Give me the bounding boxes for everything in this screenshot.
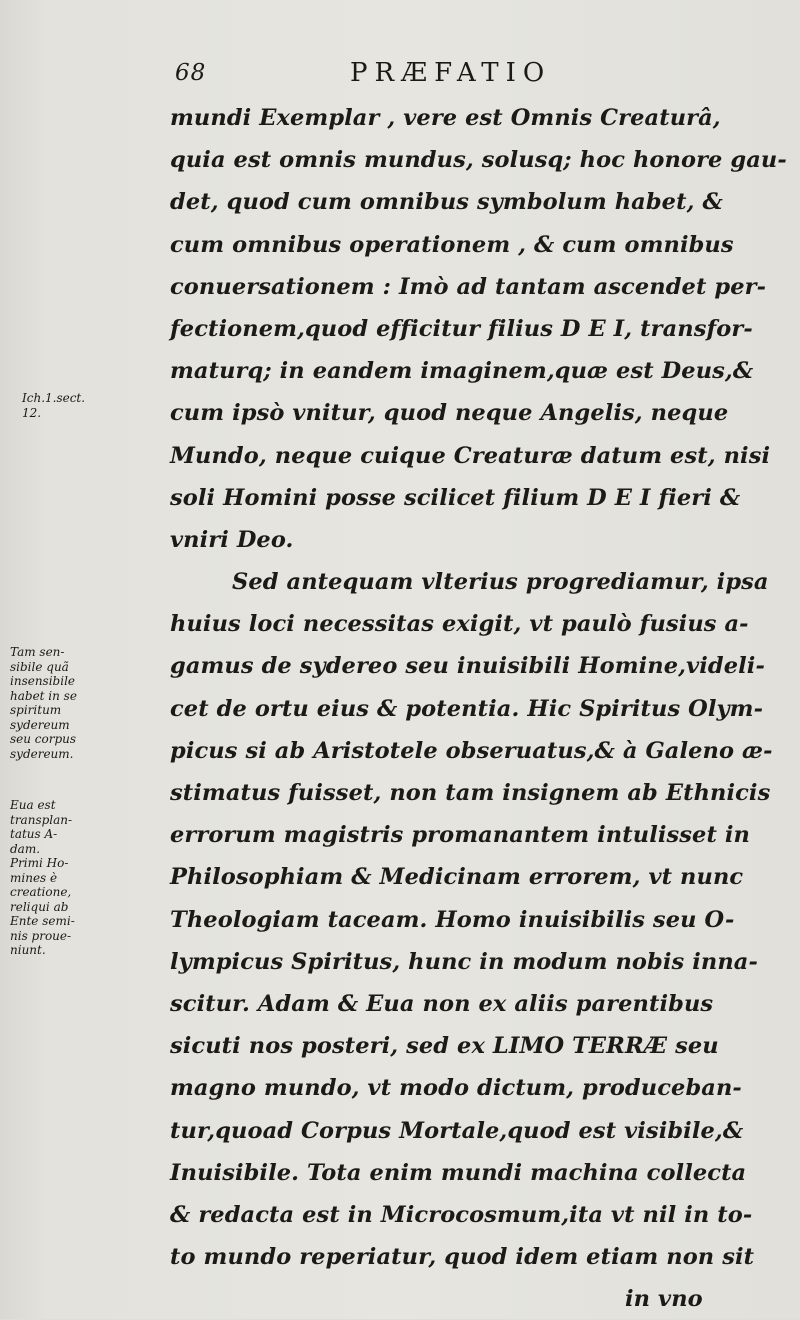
text-line: maturq; in eandem imaginem,quæ est Deus,& — [170, 358, 754, 385]
text-line: cum ipsò vnitur, quod neque Angelis, neque — [170, 400, 729, 427]
margin-note-line: sydereum — [10, 717, 70, 732]
text-line: lympicus Spiritus, hunc in modum nobis inna- — [170, 948, 758, 975]
text-line: picus si ab Aristotele obseruatus,& à Galeno æ- — [170, 737, 773, 764]
margin-note-reference — [22, 391, 85, 420]
text-line: Philosophiam & Medicinam errorem, vt nunc — [170, 864, 744, 891]
margin-note-line: tatus A- — [10, 827, 58, 841]
text-line: tur,quoad Corpus Mortale,quod est visibile,& — [170, 1117, 744, 1144]
margin-note-line: Ich.1.sect. — [22, 391, 86, 405]
paragraph-start-line: Sed antequam vlterius progrediamur, ipsa — [232, 569, 769, 596]
page-number: 68 — [175, 60, 207, 86]
text-line: Mundo, neque cuique Creaturæ datum est, nisi — [170, 442, 771, 469]
text-line: stimatus fuisset, non tam insignem ab Ethnicis — [170, 780, 771, 806]
text-line: vniri Deo. — [170, 526, 294, 553]
margin-note-line: habet in se — [10, 688, 77, 703]
text-line: Inuisibile. Tota enim mundi machina collecta — [170, 1159, 747, 1186]
catchword: in vno — [625, 1286, 703, 1313]
body-text — [170, 97, 790, 1320]
margin-note-line: transplan- — [10, 812, 73, 827]
page-header — [0, 58, 800, 98]
margin-note-line: Ente semi- — [10, 914, 75, 928]
text-line: mundi Exemplar , vere est Omnis Creaturâ, — [170, 105, 721, 131]
text-line: Theologiam taceam. Homo inuisibilis seu O- — [170, 906, 735, 933]
margin-note-line: spiritum — [10, 703, 62, 717]
margin-note-line: nis proue- — [10, 928, 72, 943]
margin-note-sensible — [10, 645, 77, 761]
margin-note-line: seu corpus — [10, 732, 77, 746]
text-line: huius loci necessitas exigit, vt paulò fusius a- — [170, 611, 749, 638]
text-line: soli Homini posse scilicet filium D E I fieri & — [170, 484, 741, 511]
text-line: & redacta est in Microcosmum,ita vt nil in to- — [170, 1201, 753, 1228]
margin-note-eua — [10, 798, 75, 958]
running-head: PRÆFATIO — [350, 58, 552, 88]
margin-note-line: Tam sen- — [10, 645, 65, 659]
text-line: cum omnibus operationem , & cum omnibus — [170, 231, 734, 258]
text-line: fectionem,quod efficitur filius D E I, transfor- — [170, 315, 753, 342]
text-line: scitur. Adam & Eua non ex aliis parentibus — [170, 990, 714, 1017]
text-line: conuersationem : Imò ad tantam ascendet per- — [170, 273, 767, 300]
text-line: quia est omnis mundus, solusq; hoc honore gau- — [170, 147, 787, 174]
margin-note-line: dam. — [10, 841, 41, 856]
margin-note-line: sydereum. — [10, 746, 74, 761]
margin-note-line: 12. — [22, 405, 42, 420]
margin-note-line: Primi Ho- — [10, 856, 69, 870]
margin-note-line: creatione, — [10, 885, 72, 899]
margin-note-line: Eua est — [10, 798, 56, 812]
text-line: errorum magistris promanantem intulisset in — [170, 822, 750, 849]
text-line: sicuti nos posteri, sed ex LIMO TERRÆ seu — [170, 1033, 719, 1060]
text-line: magno mundo, vt modo dictum, produceban- — [170, 1075, 742, 1102]
margin-note-line: reliqui ab — [10, 899, 69, 914]
text-line: to mundo reperiatur, quod idem etiam non sit — [170, 1244, 755, 1271]
text-line: cet de ortu eius & potentia. Hic Spiritus Olym- — [170, 695, 764, 722]
margin-note-line: sibile quã — [10, 659, 69, 674]
margin-note-line: insensibile — [10, 674, 76, 688]
margin-note-line: niunt. — [10, 943, 46, 957]
margin-note-line: mines è — [10, 870, 58, 885]
text-line: gamus de sydereo seu inuisibili Homine,videli- — [170, 653, 765, 680]
text-line: det, quod cum omnibus symbolum habet, & — [170, 189, 723, 216]
